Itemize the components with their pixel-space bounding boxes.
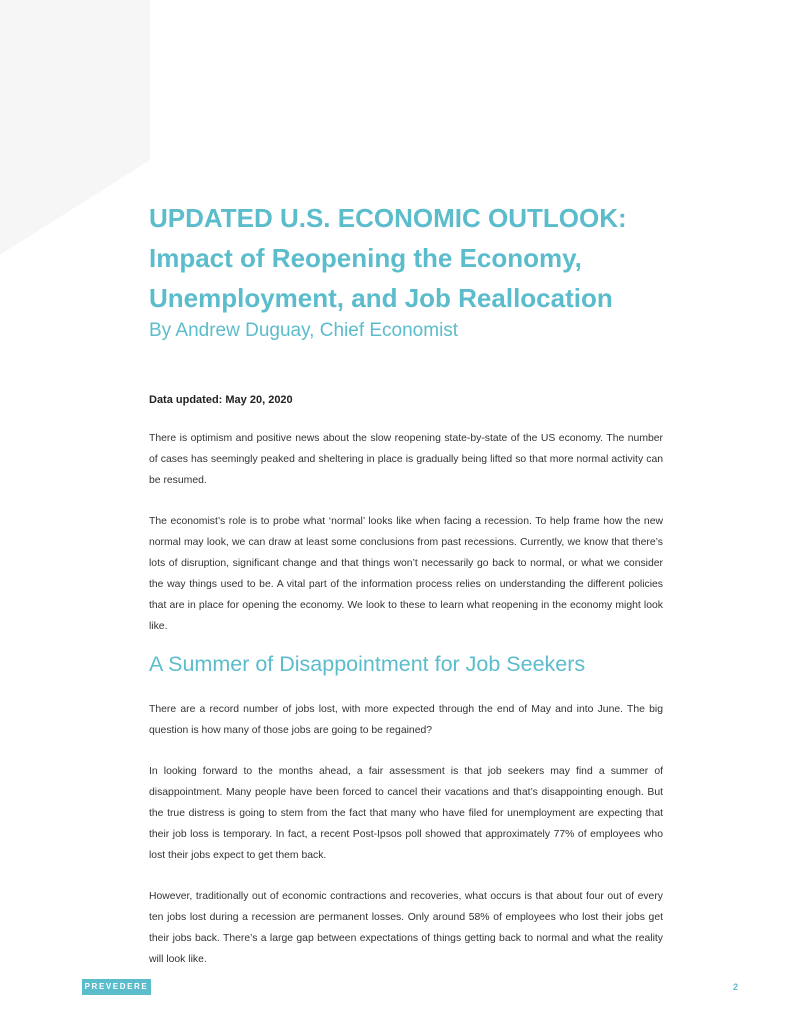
page-number: 2 [732,982,738,992]
document-body [149,198,663,970]
section-paragraph-3: However, traditionally out of economic contractions and recoveries, what occurs is that about four out of every ten jobs lost during a recession are permanent losses. Only around 58% of employees who lost their jobs get their jobs back. There’s a large gap between expectations of things getting back to normal and what the reality will look like. [149,891,663,965]
data-updated-date: Data updated: May 20, 2020 [149,394,293,406]
section-paragraph-2: In looking forward to the months ahead, a fair assessment is that job seekers may find a summer of disappointment. Many people have been forced to cancel their vacations and that’s disappointing enough. But the true distress is going to stem from the fact that many who have filed for unemployment are expecting that their job loss is temporary. In fact, a recent Post-Ipsos poll showed that approximately 77% of employees who lost their jobs expect to get them back. [149,766,663,861]
background-decoration [0,0,170,260]
document-title-line-1: UPDATED U.S. ECONOMIC OUTLOOK: [149,203,627,233]
section-heading: A Summer of Disappointment for Job Seekers [149,652,586,676]
document-title-line-2: Impact of Reopening the Economy, [149,243,582,273]
author-byline: By Andrew Duguay, Chief Economist [149,320,459,341]
intro-paragraph-2: The economist’s role is to probe what ‘normal’ looks like when facing a recession. To help frame how the new normal may look, we can draw at least some conclusions from past recessions. Currently, we know that there’s lots of disruption, significant change and that things won’t necessarily go back to normal, or what we consider the way things used to be. A vital part of the information process relies on understanding the different policies that are in place for opening the economy. We look to these to learn what reopening in the economy might look like. [149,516,663,632]
section-paragraph-1: There are a record number of jobs lost, with more expected through the end of May and into June. The big question is how many of those jobs are going to be regained? [149,704,663,736]
prevedere-logo: PREVEDERE [82,979,151,995]
document-title-line-3: Unemployment, and Job Reallocation [149,283,613,313]
intro-paragraph-1: There is optimism and positive news about the slow reopening state-by-state of the US economy. The number of cases has seemingly peaked and sheltering in place is gradually being lifted so that more normal activity can be resumed. [149,433,663,486]
